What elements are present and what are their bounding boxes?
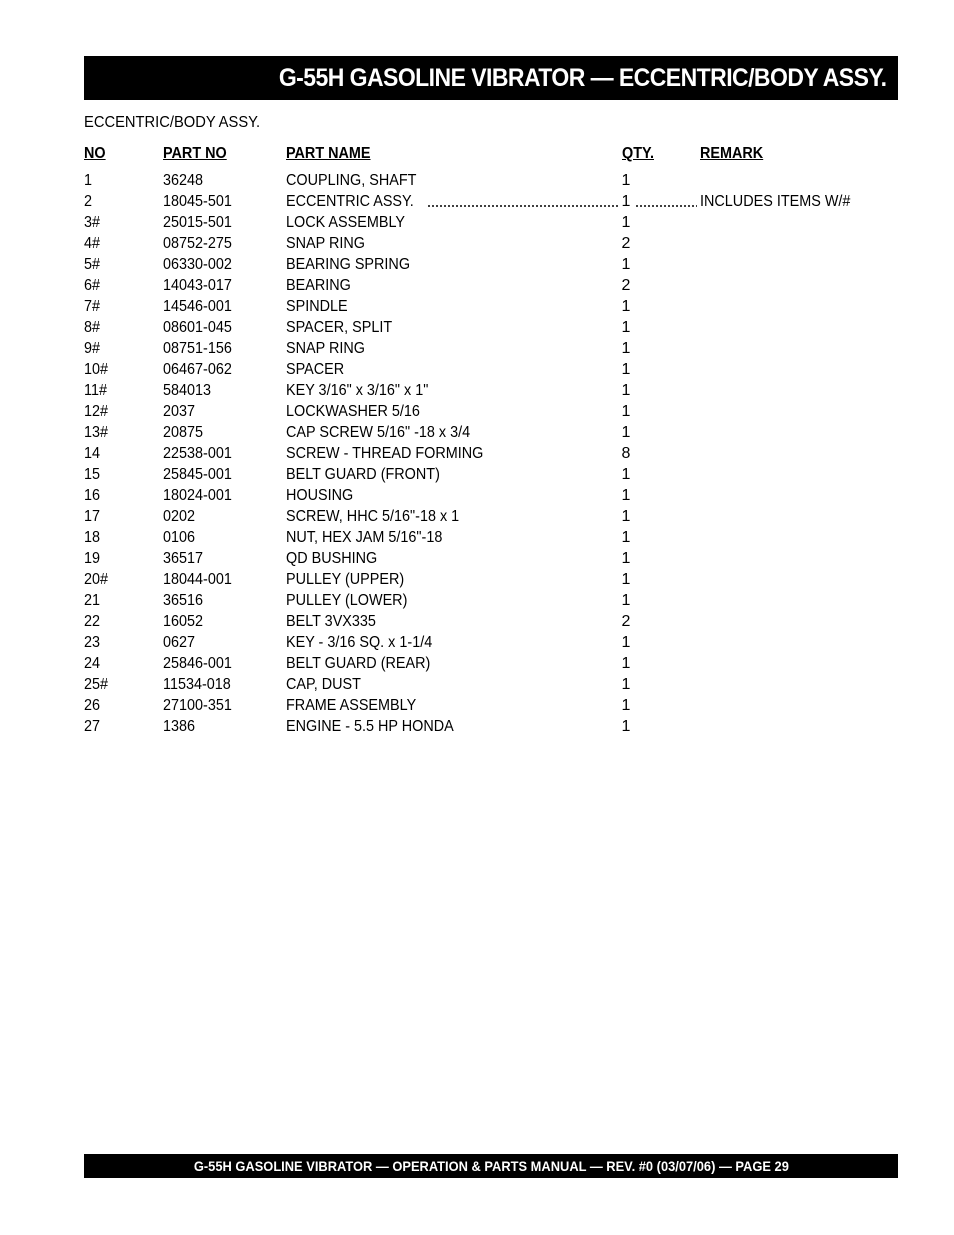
table-row	[84, 275, 884, 296]
part-number: 11534-018	[163, 676, 231, 693]
quantity: 2	[621, 277, 631, 294]
quantity: 1	[621, 319, 631, 336]
table-row	[84, 632, 884, 653]
quantity: 1	[621, 676, 631, 693]
quantity: 1	[621, 256, 631, 273]
part-number: 08601-045	[163, 319, 232, 336]
part-name: SNAP RING	[286, 235, 365, 252]
item-number: 19	[84, 550, 101, 567]
table-row	[84, 212, 884, 233]
part-number: 25015-501	[163, 214, 232, 231]
part-number: 0627	[163, 634, 196, 651]
part-name: SPINDLE	[286, 298, 348, 315]
parts-table	[84, 142, 884, 737]
column-header-remark: REMARK	[700, 145, 764, 162]
quantity: 1	[621, 508, 631, 525]
table-row	[84, 611, 884, 632]
page-footer-bar	[84, 1154, 898, 1178]
dot-leader	[427, 205, 618, 207]
part-number: 16052	[163, 613, 204, 630]
item-number: 27	[84, 718, 101, 735]
quantity: 1	[621, 634, 631, 651]
table-header-row	[84, 142, 884, 170]
part-number: 27100-351	[163, 697, 232, 714]
part-number: 36248	[163, 172, 204, 189]
column-header-qty: QTY.	[622, 145, 655, 162]
part-name: BELT 3VX335	[286, 613, 376, 630]
quantity: 1	[621, 466, 631, 483]
part-number: 06330-002	[163, 256, 232, 273]
part-name: BELT GUARD (REAR)	[286, 655, 431, 672]
part-number: 22538-001	[163, 445, 232, 462]
part-name: KEY 3/16" x 3/16" x 1"	[286, 382, 429, 399]
item-number: 1	[84, 172, 93, 189]
table-row	[84, 317, 884, 338]
part-number: 0202	[163, 508, 196, 525]
table-row	[84, 422, 884, 443]
item-number: 13#	[84, 424, 109, 441]
part-name: PULLEY (LOWER)	[286, 592, 408, 609]
item-number: 21	[84, 592, 101, 609]
part-name: SCREW, HHC 5/16"-18 x 1	[286, 508, 460, 525]
part-number: 08752-275	[163, 235, 232, 252]
part-name: NUT, HEX JAM 5/16"-18	[286, 529, 443, 546]
quantity: 1	[621, 214, 631, 231]
part-number: 25845-001	[163, 466, 232, 483]
page-title: G-55H GASOLINE VIBRATOR — ECCENTRIC/BODY ASSY.	[278, 63, 886, 92]
item-number: 12#	[84, 403, 109, 420]
item-number: 6#	[84, 277, 101, 294]
part-name: CAP SCREW 5/16" -18 x 3/4	[286, 424, 471, 441]
remark: INCLUDES ITEMS W/#	[700, 193, 851, 210]
item-number: 2	[84, 193, 93, 210]
item-number: 17	[84, 508, 101, 525]
quantity: 1	[621, 193, 631, 210]
quantity: 8	[621, 445, 631, 462]
quantity: 1	[621, 655, 631, 672]
quantity: 1	[621, 382, 631, 399]
table-row	[84, 569, 884, 590]
quantity: 1	[621, 697, 631, 714]
item-number: 3#	[84, 214, 101, 231]
part-number: 18044-001	[163, 571, 232, 588]
quantity: 1	[621, 298, 631, 315]
item-number: 26	[84, 697, 101, 714]
item-number: 10#	[84, 361, 109, 378]
part-name: QD BUSHING	[286, 550, 378, 567]
part-number: 06467-062	[163, 361, 232, 378]
part-number: 14546-001	[163, 298, 232, 315]
part-name: SCREW - THREAD FORMING	[286, 445, 484, 462]
item-number: 16	[84, 487, 101, 504]
quantity: 1	[621, 550, 631, 567]
part-name: FRAME ASSEMBLY	[286, 697, 417, 714]
part-name: BEARING	[286, 277, 351, 294]
item-number: 22	[84, 613, 101, 630]
part-number: 14043-017	[163, 277, 232, 294]
part-number: 20875	[163, 424, 204, 441]
table-row	[84, 674, 884, 695]
table-row	[84, 254, 884, 275]
column-header-part-name: PART NAME	[286, 145, 371, 162]
part-number: 25846-001	[163, 655, 232, 672]
item-number: 9#	[84, 340, 101, 357]
item-number: 14	[84, 445, 101, 462]
table-row	[84, 191, 884, 212]
item-number: 5#	[84, 256, 101, 273]
table-row	[84, 401, 884, 422]
quantity: 1	[621, 403, 631, 420]
quantity: 1	[621, 529, 631, 546]
table-row	[84, 296, 884, 317]
table-row	[84, 380, 884, 401]
item-number: 7#	[84, 298, 101, 315]
table-row	[84, 653, 884, 674]
item-number: 11#	[84, 382, 107, 399]
table-row	[84, 506, 884, 527]
quantity: 1	[621, 361, 631, 378]
part-number: 2037	[163, 403, 196, 420]
part-name: LOCKWASHER 5/16	[286, 403, 420, 420]
item-number: 20#	[84, 571, 109, 588]
quantity: 2	[621, 613, 631, 630]
item-number: 15	[84, 466, 101, 483]
part-name: BELT GUARD (FRONT)	[286, 466, 440, 483]
part-number: 1386	[163, 718, 196, 735]
footer-text: G-55H GASOLINE VIBRATOR — OPERATION & PARTS MANUAL — REV. #0 (03/07/06) — PAGE 29	[193, 1158, 789, 1174]
quantity: 2	[621, 235, 631, 252]
table-row	[84, 695, 884, 716]
item-number: 4#	[84, 235, 101, 252]
table-row	[84, 716, 884, 737]
part-name-with-leader	[286, 191, 622, 212]
item-number: 18	[84, 529, 101, 546]
quantity: 1	[621, 172, 631, 189]
item-number: 24	[84, 655, 101, 672]
item-number: 8#	[84, 319, 101, 336]
table-row	[84, 548, 884, 569]
quantity: 1	[621, 592, 631, 609]
part-name: KEY - 3/16 SQ. x 1-1/4	[286, 634, 433, 651]
part-number: 36516	[163, 592, 204, 609]
part-name: PULLEY (UPPER)	[286, 571, 405, 588]
part-name: COUPLING, SHAFT	[286, 172, 417, 189]
quantity: 1	[621, 571, 631, 588]
part-name: SNAP RING	[286, 340, 365, 357]
column-header-no: NO	[84, 145, 106, 162]
part-number: 584013	[163, 382, 212, 399]
part-number: 0106	[163, 529, 196, 546]
quantity: 1	[621, 487, 631, 504]
table-row	[84, 485, 884, 506]
part-number: 08751-156	[163, 340, 232, 357]
part-number: 18024-001	[163, 487, 232, 504]
table-row	[84, 527, 884, 548]
part-name: ENGINE - 5.5 HP HONDA	[286, 718, 454, 735]
part-name: LOCK ASSEMBLY	[286, 214, 405, 231]
item-number: 25#	[84, 676, 109, 693]
part-name: SPACER	[286, 361, 345, 378]
part-name: ECCENTRIC ASSY.	[286, 193, 414, 210]
table-row	[84, 170, 884, 191]
quantity: 1	[621, 424, 631, 441]
part-name: BEARING SPRING	[286, 256, 411, 273]
table-row	[84, 359, 884, 380]
item-number: 23	[84, 634, 101, 651]
part-number: 18045-501	[163, 193, 232, 210]
part-name: HOUSING	[286, 487, 354, 504]
part-number: 36517	[163, 550, 204, 567]
table-row	[84, 233, 884, 254]
column-header-part-no: PART NO	[163, 145, 227, 162]
table-row	[84, 590, 884, 611]
table-row	[84, 464, 884, 485]
table-row	[84, 338, 884, 359]
table-body	[84, 170, 884, 737]
section-label: ECCENTRIC/BODY ASSY.	[84, 114, 261, 131]
part-name: CAP, DUST	[286, 676, 361, 693]
quantity: 1	[621, 718, 631, 735]
part-name: SPACER, SPLIT	[286, 319, 393, 336]
page-header-bar	[84, 56, 898, 100]
table-row	[84, 443, 884, 464]
quantity: 1	[621, 340, 631, 357]
dot-leader	[635, 205, 697, 207]
